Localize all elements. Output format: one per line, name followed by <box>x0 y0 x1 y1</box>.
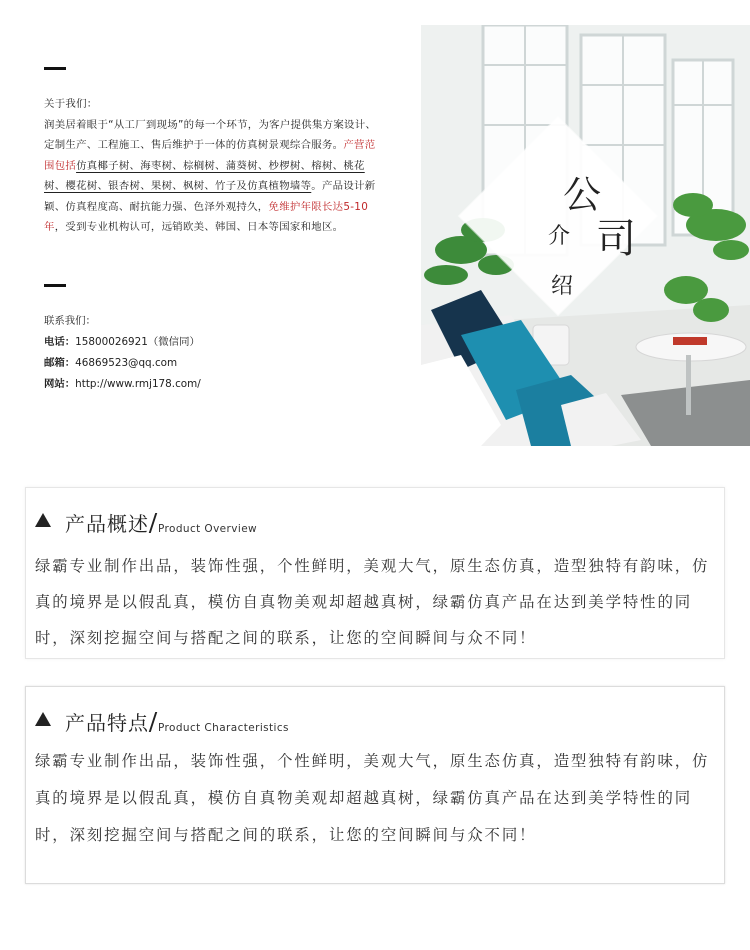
about-text-1: 润美居着眼于“从工厂到现场”的每一个环节，为客户提供集方案设计、定制生产、工程施工、售后维护于一体的仿真树景观综合服务。 <box>44 118 377 151</box>
badge-char-3: 介 <box>548 224 571 249</box>
triangle-icon <box>35 712 51 726</box>
badge-char-4: 绍 <box>551 274 574 299</box>
slash-divider <box>149 712 157 732</box>
section-title-cn: 产品概述 <box>65 512 149 536</box>
about-text-3: ，受到专业机构认可，远销欧美、韩国、日本等国家和地区。 <box>54 221 344 233</box>
about-paragraph <box>44 115 380 238</box>
about-us-text <box>44 94 380 238</box>
slash-divider <box>149 513 157 533</box>
website-link[interactable]: http://www.rmj178.com/ <box>75 378 201 390</box>
product-overview-card <box>25 487 725 659</box>
email-key: 邮箱： <box>44 357 76 369</box>
badge-char-1: 公 <box>563 173 602 217</box>
website-row <box>44 374 374 395</box>
email-value[interactable]: 46869523@qq.com <box>75 357 178 369</box>
email-row <box>44 353 374 374</box>
section-text: 绿霸专业制作出品，装饰性强，个性鲜明，美观大气，原生态仿真，造型独特有韵味，仿真的境界是以假乱真，模仿自真物美观却超越真树，绿霸仿真产品在达到美学特性的同时，深刻挖掘空间与搭配之间的联系，让您的空间瞬间与众不同！ <box>35 752 710 844</box>
badge-char-2: 司 <box>596 216 636 262</box>
website-key: 网站： <box>44 378 76 390</box>
section-heading <box>35 508 257 536</box>
product-characteristics-card <box>25 686 725 884</box>
section-title-en: Product Characteristics <box>158 722 289 734</box>
about-label: 关于我们： <box>44 98 98 110</box>
section-title-en: Product Overview <box>158 523 258 535</box>
section-dash <box>44 67 66 70</box>
scope-items: 仿真椰子树、海枣树、棕榈树、蒲葵树、杪椤树、榕树、桃花树、樱花树、银杏树、果树、枫树、竹子及仿真植物墙等 <box>44 159 365 192</box>
about-text-2: 。产品设计新颖、仿真程度高、耐抗能力强、色泽外观持久， <box>44 180 376 213</box>
contact-info <box>44 311 374 395</box>
triangle-icon <box>35 513 51 527</box>
section-title-cn: 产品特点 <box>65 711 149 735</box>
phone-key: 电话： <box>44 336 76 348</box>
phone-value: 15800026921（微信同） <box>75 336 200 348</box>
section-text: 绿霸专业制作出品，装饰性强，个性鲜明，美观大气，原生态仿真，造型独特有韵味，仿真的境界是以假乱真，模仿自真物美观却超越真树，绿霸仿真产品在达到美学特性的同时，深刻挖掘空间与搭配之间的联系，让您的空间瞬间与众不同！ <box>35 557 710 647</box>
section-heading <box>35 707 289 735</box>
contact-label: 联系我们： <box>44 315 96 327</box>
company-intro <box>0 0 750 460</box>
scope-label: 产营范围包括 <box>44 139 376 172</box>
warranty-text: 免维护年限长达5-10年 <box>44 200 369 233</box>
section-dash <box>44 284 66 287</box>
phone-row <box>44 332 374 353</box>
